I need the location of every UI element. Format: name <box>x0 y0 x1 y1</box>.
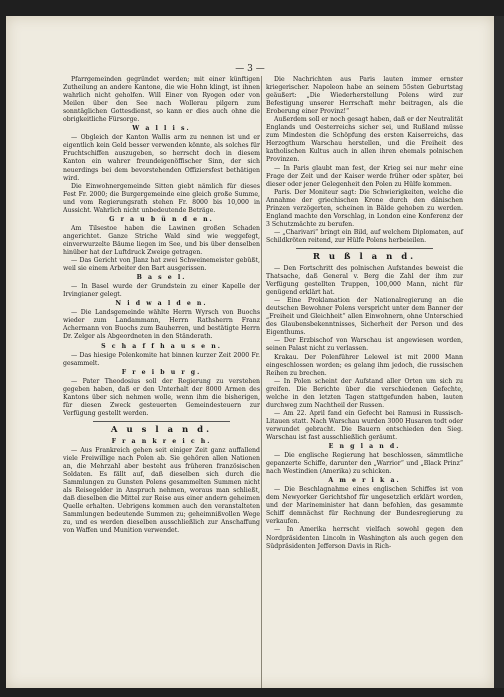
article-paragraph: — Die Beschlagnahme eines englischen Schiffes ist von dem Newyorker Gerichtshof für ungesetzlich erklärt worden, und der Marineminister hat dann befohlen, das gesammte Schiff demnächst für Rechnung der Bundesregierung zu verkaufen. <box>266 486 463 526</box>
section-heading: E n g l a n d. <box>328 443 401 451</box>
article-paragraph: — Eine Proklamation der Nationalregierung an die deutschen Bewohner Polens verspricht unter dem Banner der „Freiheit und Gleichheit“ allen Einwohnern, ohne Unterschied des Glaubensbekenntnisses, Sicherheit der Person und des Eigenthums. <box>266 297 463 337</box>
article-paragraph: — Aus Frankreich gehen seit einiger Zeit ganz auffallend viele Freiwillige nach Polen ab. Sie gehören allen Nationen an, die Mehrzahl aber besteht aus früheren französischen Soldaten. Es fällt auf, daß dieselben sich durch die Sammlungen zu Gunsten Polens gesammelten Summen nicht als Reisegelder in Anspruch nehmen, woraus man schließt, daß dieselben die Mittel zur Reise aus einer andern geheimen Quelle erhalten. Uebrigens kommen auch den veranstalteten Sammlungen bedeutende Summen zu; geheimnißvollen Wege zu, und es werden dieselben ausschließlich zur Anschaffung von Waffen und Munition verwendet. <box>63 446 260 535</box>
article-paragraph: Außerdem soll er noch gesagt haben, daß er der Neutralität Englands und Oesterreichs sicher sei, und Rußland müsse zum Mindesten die Schöpfung des ersten Kaiserreichs, das Herzogthum Warschau herstellen, und die Freiheit des katholischen Kultus auch in allen ihren ehemals polnischen Provinzen. <box>266 116 464 164</box>
article-paragraph: — Die Landsgemeinde wählte Herrn Wyrsch von Buochs wieder zum Landammann, Herrn Rathsherrn Franz Achermann von Buochs zum Bauherren, und bestätigte Herrn Dr. Zelger als Abgeordneten in den Ständerath. <box>63 309 260 341</box>
article-paragraph: — In Polen scheint der Aufstand aller Orten um sich zu greifen. Die Berichte über die verschiedenen Gefechte, welche in den letzten Tagen stattgefunden haben, lauten durchweg zum Nachtheil der Russen. <box>266 377 463 409</box>
right-column <box>266 76 463 551</box>
section-heading: W a l l i s. <box>132 125 191 133</box>
section-heading: N i d w a l d e n. <box>115 300 208 308</box>
page-number: — 3 — <box>235 64 265 74</box>
article-paragraph: Paris. Der Moniteur sagt: Die Schwierigkeiten, welche die Annahme der griechischen Krone durch den dänischen Prinzen verzögerten, scheinen in Bälde gehoben zu werden. England machte den Vorschlag, in London eine Konferenz der 3 Schutzmächte zu berufen. <box>266 188 463 228</box>
article-paragraph: — Das hiesige Polenkomite hat binnen kurzer Zeit 2000 Fr. gesammelt. <box>63 351 260 367</box>
column-divider <box>261 76 262 688</box>
section-heading: F r e i b u r g. <box>121 368 202 376</box>
article-paragraph: — Am 22. April fand ein Gefecht bei Ramusi in Russisch-Litauen statt. Nach Warschau wurden 3000 Husaren todt oder verwundet gebracht. Die Bauern entschieden den Sieg. Warschau ist fast ausschließlich geräumt. <box>266 409 463 441</box>
article-paragraph: Am Tilsestoe haben die Lawinen großen Schaden angerichtet. Ganze Striche Wald sind wie weggefegt, einverwurzelte Bäume liegen im See, und bis über denselben hinüber hat der Luftdruck Zweige getragen. <box>63 224 260 256</box>
article-paragraph: Die Nachrichten aus Paris lauten immer ernster kriegerischer. Napoleon habe an seinem 55sten Geburtstag geäußert: „Die Wiederherstellung Polens wird zur Befestigung unserer Herrschaft mehr beitragen, als die Eroberung einer Provinz!“ <box>266 76 463 116</box>
scan-edge <box>494 16 504 688</box>
article-paragraph: Pfarrgemeinden gegründet werden; mit einer künftigen Zutheilung an andere Kantone, die wie Hohn klingt, ist ihnen wahrlich nicht geholfen. Will Einer von Ryogen oder von Meilen über den See nach Wollerau pilgern zum sonntäglichen Gottesdienst, so kann er dies auch ohne die obrigkeitliche Fürsorge. <box>63 76 260 124</box>
section-heading: B a s e l. <box>136 274 187 282</box>
article-paragraph: — „Charivari“ bringt ein Bild, auf welchem Diplomaten, auf Schildkröten reitend, zur Hülfe Polens herbeieilen. <box>266 228 463 244</box>
newspaper-page <box>6 16 494 688</box>
section-heading: G r a u b ü n d e n. <box>109 215 214 223</box>
major-section-heading: R u ß l a n d. <box>312 251 417 262</box>
article-paragraph: — Das Gericht von Jlanz hat zwei Schweinemeister gebüßt, weil sie einem Arbeiter den Bart ausgerissen. <box>63 257 260 273</box>
article-paragraph: — In Amerika herrscht vielfach sowohl gegen den Nordpräsidenten Lincoln in Washington als auch gegen den Südpräsidenten Jefferson Davis in Rich- <box>266 526 463 550</box>
left-column <box>63 76 260 535</box>
section-rule <box>93 421 230 422</box>
article-paragraph: — Den Fortschritt des polnischen Aufstandes beweist die Thatsache, daß General v. Berg die Zahl der ihm zur Verfügung gestellten Truppen, 100,000 Mann, nicht für genügend erklärt hat. <box>266 264 463 297</box>
article-paragraph: — Obgleich der Kanton Wallis arm zu nennen ist und er eigentlich kein Geld besser verwenden könnte, als solches für Fruchtschiffen auszugeben, so herrscht doch in diesem Kanton ein wahrer freundeigenöffischer Sinn, der sich neuerdings bei dem bevorstehenden Offiziersfest bethätigen wird. <box>63 134 260 182</box>
article-paragraph: — In Paris glaubt man fest, der Krieg sei nur mehr eine Frage der Zeit und der Kaiser werde früher oder später, bei dieser oder jener Gelegenheit den Polen zu Hülfe kommen. <box>266 164 463 188</box>
article-paragraph: — In Basel wurde der Grundstein zu einer Kapelle der Irvingianer gelegt. <box>63 283 260 299</box>
section-heading: F r a n k r e i c h. <box>111 437 212 445</box>
article-paragraph: — Pater Theodosius soll der Regierung zu verstehen gegeben haben, daß er den Unterhalt der 8000 Armen des Kantons über sich nehmen wolle, wenn ihm die bisherigen, für diesen Zweck gesteuerten Gemeindesteuern zur Verfügung gestellt werden. <box>63 377 260 417</box>
section-heading: S c h a f f h a u s e n. <box>101 342 222 350</box>
section-heading: A m e r i k a. <box>328 477 401 485</box>
article-paragraph: Krakau. Der Polenführer Lelewel ist mit 2000 Mann eingeschlossen worden; es gelang ihm jedoch, die russischen Reihen zu brechen. <box>266 353 463 377</box>
section-rule <box>296 248 433 249</box>
major-section-heading: A u s l a n d. <box>110 424 213 435</box>
article-paragraph: Die Einwohnergemeinde Sitten giebt nämlich für dieses Fest Fr. 2000; die Burgergemeinde eine gleich große Summe, und vom Regierungsrath stehen Fr. 8000 bis 10,000 in Aussicht. Wahrlich nicht unbedeutende Beträge. <box>63 182 260 214</box>
article-paragraph: — Der Erzbischof von Warschau ist angewiesen worden, seinen Palast nicht zu verlassen. <box>266 337 463 353</box>
article-paragraph: — Die englische Regierung hat beschlossen, sämmtliche gepanzerte Schiffe, darunter den „Warrior“ und „Black Prinz“ nach Westindien (Amerika) zu schicken. <box>266 452 463 476</box>
